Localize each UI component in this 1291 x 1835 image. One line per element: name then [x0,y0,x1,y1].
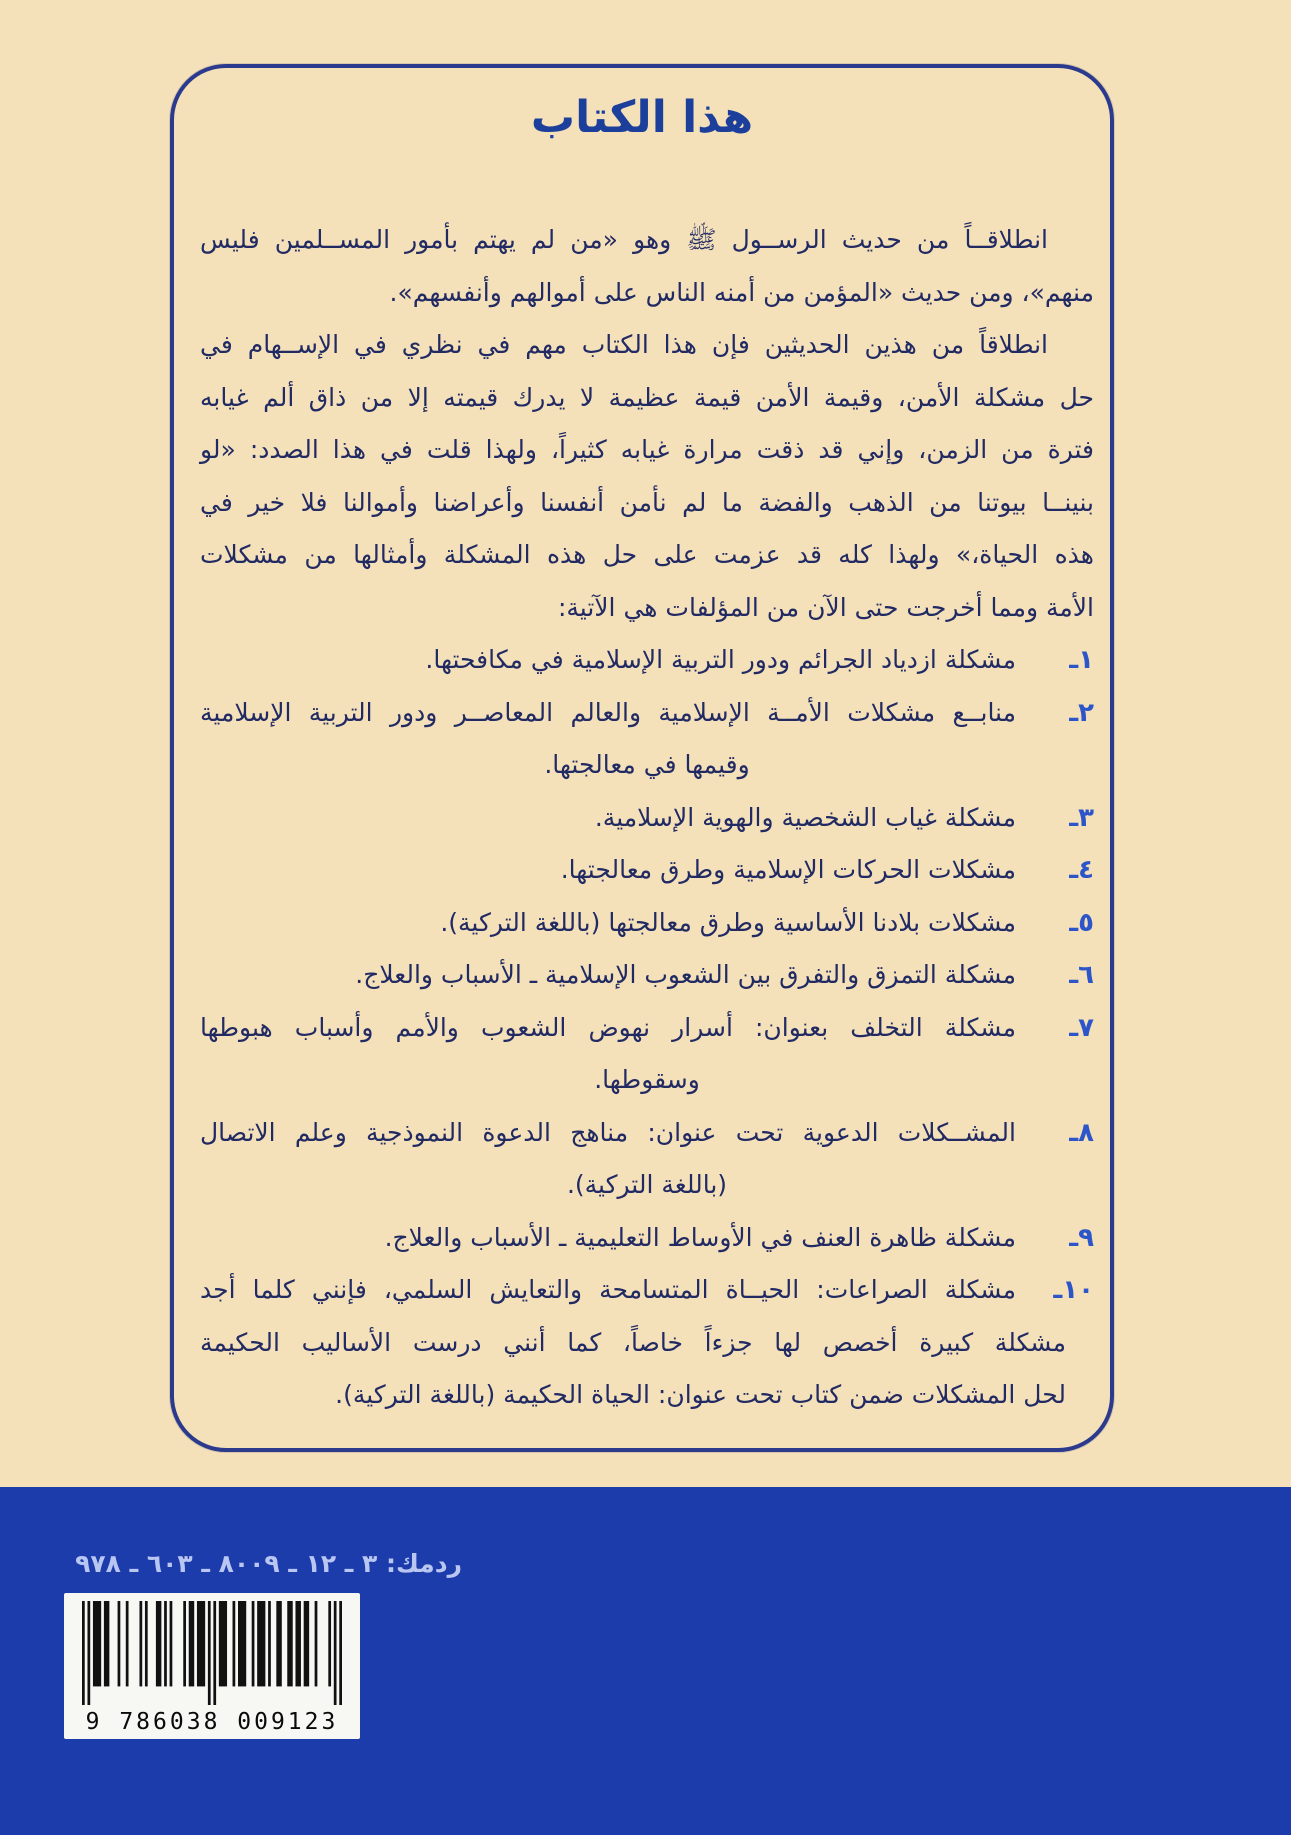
item-number: ١ـ [1069,645,1094,675]
item-text: مشكلة التمزق والتفرق بين الشعوب الإسلامية ـ الأسباب والعلاج. [355,960,1016,989]
item-text: مشكلة التخلف بعنوان: أسرار نهوض الشعوب والأمم وأسباب هبوطها [200,1012,1016,1042]
item-continuation: مشكلة كبيرة أخصص لها جزءاً خاصاً، كما أنني درست الأساليب الحكيمة [200,1327,1066,1357]
intro-line: انطلاقاً من هذين الحديثين فإن هذا الكتاب مهم في نظري في الإســهام في [200,330,1048,359]
item-text: مشكلة ظاهرة العنف في الأوساط التعليمية ـ الأسباب والعلاج. [384,1222,1016,1252]
list-item-6 [200,949,1094,1002]
barcode [64,1593,360,1739]
item-text: منابــع مشكلات الأمــة الإسلامية والعالم المعاصــر ودور التربية الإسلامية [200,697,1016,727]
item-continuation: وقيمها في معالجتها. [544,750,750,779]
item-text: مشكلات بلادنا الأساسية وطرق معالجتها (باللغة التركية). [440,907,1016,937]
item-text: مشكلات الحركات الإسلامية وطرق معالجتها. [560,855,1016,884]
list-item-3 [200,792,1094,845]
item-number: ٥ـ [1069,907,1094,938]
intro-line: بنينــا بيوتنا من الذهب والفضة ما لم نأمن أنفسنا وأعراضنا وأموالنا فلا خير في [200,487,1094,517]
item-number: ٩ـ [1069,1222,1094,1253]
item-number: ٣ـ [1069,802,1094,833]
item-number: ٢ـ [1069,697,1094,728]
item-number: ٧ـ [1069,1012,1094,1043]
barcode-number: 9 786038 009123 [85,1709,339,1735]
list-item-10 [200,1264,1094,1317]
description-frame [170,64,1114,1452]
item-continuation: (باللغة التركية). [566,1170,728,1199]
intro-line: حل مشكلة الأمن، وقيمة الأمن قيمة عظيمة لا يدرك قيمته إلا من ذاق ألم غيابه [200,382,1094,412]
item-text: مشكلة ازدياد الجرائم ودور التربية الإسلامية في مكافحتها. [425,645,1016,674]
intro-line: انطلاقــاً من حديث الرســول ﷺ وهو «من لم يهتم بأمور المســلمين فليس [200,225,1048,254]
item-continuation: وسقوطها. [594,1065,700,1094]
item-number: ٤ـ [1069,855,1094,885]
list-item-1 [200,634,1094,687]
list-item-2 [200,687,1094,740]
intro-line: الأمة ومما أخرجت حتى الآن من المؤلفات هي الآتية: [557,592,1094,622]
ean-barcode-icon [82,1601,342,1705]
section-title: هذا الكتاب [530,92,754,143]
description-text [200,214,1094,1422]
list-item-9 [200,1212,1094,1265]
item-text: المشــكلات الدعوية تحت عنوان: مناهج الدعوة النموذجية وعلم الاتصال [200,1117,1016,1147]
item-text: مشكلة غياب الشخصية والهوية الإسلامية. [594,802,1016,832]
item-number: ١٠ـ [1053,1275,1094,1305]
item-number: ٦ـ [1069,960,1094,990]
item-continuation: لحل المشكلات ضمن كتاب تحت عنوان: الحياة الحكيمة (باللغة التركية). [335,1380,1066,1409]
intro-line: منهم»، ومن حديث «المؤمن من أمنه الناس على أموالهم وأنفسهم». [389,277,1094,307]
list-item-8 [200,1107,1094,1160]
list-item-4 [200,844,1094,897]
intro-line: فترة من الزمن، وإني قد ذقت مرارة غيابه كثيراً، ولهذا قلت في هذا الصدد: «لو [200,435,1094,464]
item-text: مشكلة الصراعات: الحيــاة المتسامحة والتعايش السلمي، فإنني كلما أجد [200,1275,1016,1304]
intro-line: هذه الحياة،» ولهذا كله قد عزمت على حل هذه المشكلة وأمثالها من مشكلات [200,540,1094,569]
isbn-label: ردمك: ٣ ـ ١٢ ـ ٨٠٠٩ ـ ٦٠٣ ـ ٩٧٨ [75,1549,462,1578]
list-item-7 [200,1002,1094,1055]
list-item-5 [200,897,1094,950]
item-number: ٨ـ [1069,1117,1094,1148]
